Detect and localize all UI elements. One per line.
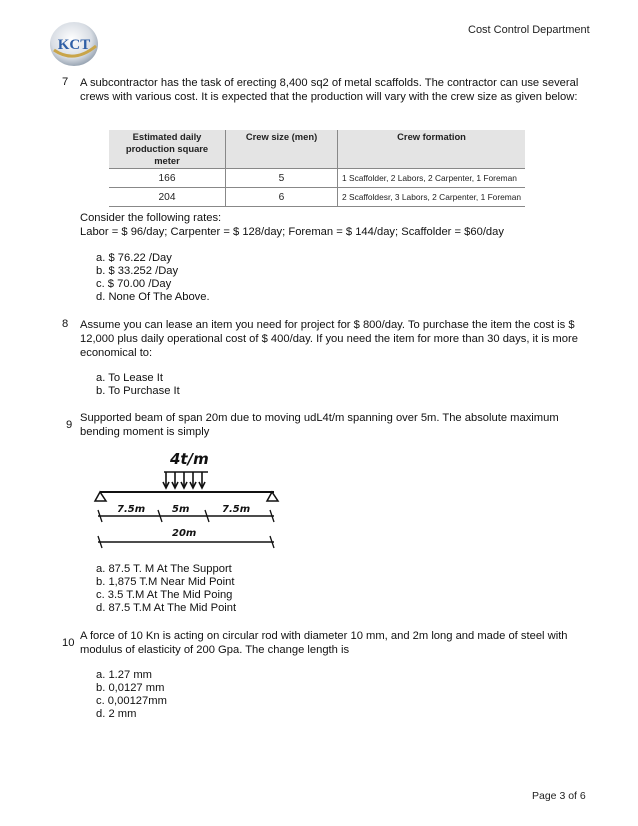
q8-option-a: a. To Lease It bbox=[96, 372, 163, 384]
q10-text-2: modulus of elasticity of 200 Gpa. The change length is bbox=[80, 644, 350, 656]
q8-text-3: economical to: bbox=[80, 347, 153, 359]
q8-number: 8 bbox=[62, 318, 69, 330]
crew-table bbox=[109, 130, 525, 207]
table-cell: 204 bbox=[109, 188, 226, 207]
q7-rates-intro: Consider the following rates: bbox=[80, 212, 222, 224]
page-number: Page 3 of 6 bbox=[532, 790, 586, 802]
q9-option-d: d. 87.5 T.M At The Mid Point bbox=[96, 602, 237, 614]
company-logo bbox=[48, 20, 100, 68]
table-cell: 1 Scaffolder, 2 Labors, 2 Carpenter, 1 Foreman bbox=[338, 169, 526, 188]
table-cell: 5 bbox=[226, 169, 338, 188]
q10-text-1: A force of 10 Kn is acting on circular rod with diameter 10 mm, and 2m long and made of steel with bbox=[80, 630, 568, 642]
table-cell: 6 bbox=[226, 188, 338, 207]
span-label: 20m bbox=[172, 528, 197, 539]
crew-header-formation: Crew formation bbox=[338, 130, 526, 169]
left-segment-label: 7.5m bbox=[117, 504, 146, 515]
q8-text-2: 12,000 plus daily operational cost of $ 400/day. If you need the item for more than 30 days, it is more bbox=[80, 333, 578, 345]
table-row bbox=[109, 169, 525, 188]
q9-option-a: a. 87.5 T. M At The Support bbox=[96, 563, 232, 575]
q7-option-a: a. $ 76.22 /Day bbox=[96, 252, 172, 264]
mid-segment-label: 5m bbox=[172, 504, 190, 515]
q10-option-b: b. 0,0127 mm bbox=[96, 682, 165, 694]
table-cell: 2 Scaffoldesr, 3 Labors, 2 Carpenter, 1 Foreman bbox=[338, 188, 526, 207]
q9-number: 9 bbox=[66, 419, 73, 431]
q7-text-2: crews with various cost. It is expected that the production will vary with the crew size as given below: bbox=[80, 91, 578, 103]
crew-header-production: Estimated daily production square meter bbox=[109, 130, 226, 169]
q7-number: 7 bbox=[62, 76, 69, 88]
department-title: Cost Control Department bbox=[468, 24, 590, 36]
q10-option-a: a. 1.27 mm bbox=[96, 669, 152, 681]
q9-option-b: b. 1,875 T.M Near Mid Point bbox=[96, 576, 235, 588]
beam-diagram bbox=[92, 446, 292, 550]
q9-text-2: bending moment is simply bbox=[80, 426, 210, 438]
q7-option-c: c. $ 70.00 /Day bbox=[96, 278, 172, 290]
q9-text-1: Supported beam of span 20m due to moving udL4t/m spanning over 5m. The absolute maximum bbox=[80, 412, 559, 424]
table-row bbox=[109, 188, 525, 207]
q8-option-b: b. To Purchase It bbox=[96, 385, 180, 397]
q10-option-c: c. 0,00127mm bbox=[96, 695, 167, 707]
q7-text-1: A subcontractor has the task of erecting 8,400 sq2 of metal scaffolds. The contractor can use several bbox=[80, 77, 579, 89]
right-support-icon bbox=[267, 492, 278, 501]
crew-header-size: Crew size (men) bbox=[226, 130, 338, 169]
q8-text-1: Assume you can lease an item you need for project for $ 800/day. To purchase the item the cost is $ bbox=[80, 319, 575, 331]
q10-option-d: d. 2 mm bbox=[96, 708, 137, 720]
load-label: 4t/m bbox=[170, 450, 209, 468]
q7-option-b: b. $ 33.252 /Day bbox=[96, 265, 179, 277]
q7-rates: Labor = $ 96/day; Carpenter = $ 128/day; Foreman = $ 144/day; Scaffolder = $60/day bbox=[80, 226, 504, 238]
right-segment-label: 7.5m bbox=[222, 504, 251, 515]
q7-option-d: d. None Of The Above. bbox=[96, 291, 210, 303]
logo-text: KCT bbox=[57, 37, 91, 53]
table-cell: 166 bbox=[109, 169, 226, 188]
udl-arrows bbox=[163, 472, 208, 488]
left-support-icon bbox=[95, 492, 106, 501]
q9-option-c: c. 3.5 T.M At The Mid Poing bbox=[96, 589, 233, 601]
q10-number: 10 bbox=[62, 637, 75, 649]
